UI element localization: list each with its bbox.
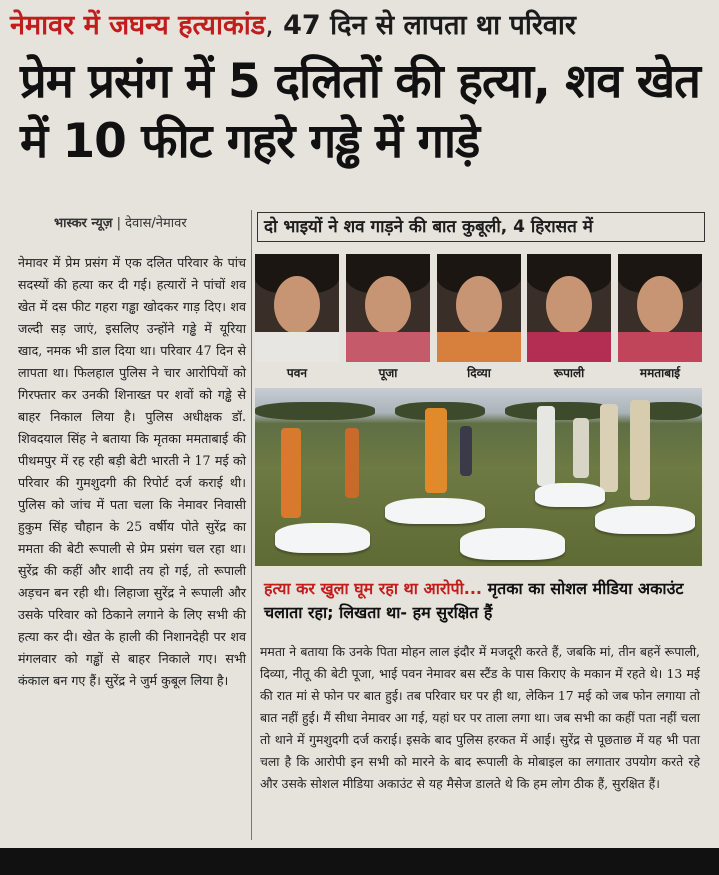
victim-photos — [255, 254, 702, 362]
victim-shirt-4 — [527, 332, 611, 362]
victim-shirt-2 — [346, 332, 430, 362]
column-divider — [251, 210, 252, 840]
body-bag — [535, 483, 605, 507]
field-scene-photo — [255, 388, 702, 566]
second-headline-red: हत्या कर खुला घूम रहा था आरोपी... — [264, 579, 482, 598]
right-column-body: ममता ने बताया कि उनके पिता मोहन लाल इंदौर में मजदूरी करते हैं, जबकि मां, तीन बहनें रूपाली, दिव्या, नीतू की बेटी पूजा, भाई पवन नेमावर बस स्टैंड के पास किराए के मकान में रहते थे। 13 मई की रात मां से फोन पर बात हुई। तब परिवार घर पर ही था, लेकिन 17 मई को जब फोन लगाया तो बात नहीं हुई। मैं सीधा नेमावर आ गई, यहां घर पर ताला लगा था। जब सभी का कहीं पता नहीं चला तो थाने में गुमशुदगी दर्ज कराई। इसके बाद पुलिस हरकत में आई। सुरेंद्र से पूछताछ में यह भी पता चला है कि आरोपी इन सभी को मारने के बाद रूपाली के मोबाइल का लगातार उपयोग करते रहे और उसके सोशल मीडिया अकाउंट से यह मैसेज डालते थे कि हम लोग ठीक हैं, सुरक्षित हैं। — [260, 644, 700, 791]
byline-divider: | — [116, 216, 121, 231]
person-figure — [573, 418, 589, 478]
victim-name-1: पवन — [286, 366, 308, 380]
photo-subhead: दो भाइयों ने शव गाड़ने की बात कुबूली, 4 हिरासत में — [257, 212, 705, 242]
person-figure — [460, 426, 472, 476]
victim-photo-2 — [346, 254, 430, 362]
victim-shirt-3 — [437, 332, 521, 362]
kicker-line — [10, 6, 710, 46]
victim-names — [255, 362, 702, 384]
victim-photo-3 — [437, 254, 521, 362]
byline — [54, 213, 187, 231]
body-bag — [460, 528, 565, 560]
person-figure — [345, 428, 359, 498]
person-figure — [281, 428, 301, 518]
main-headline: प्रेम प्रसंग में 5 दलितों की हत्या, शव खेत में 10 फीट गहरे गड्ढे में गाड़े — [20, 54, 700, 169]
person-figure — [425, 408, 447, 493]
victim-shirt-1 — [255, 332, 339, 362]
body-bag — [595, 506, 695, 534]
victim-photo-1 — [255, 254, 339, 362]
person-figure — [630, 400, 650, 500]
left-column-body: नेमावर में प्रेम प्रसंग में एक दलित परिवार के पांच सदस्यों की हत्या कर दी गई। हत्यारों ने पांचों शव खेत में दस फीट गहरा गड्ढा खोदकर गाड़ दिए। शव जल्दी सड़ जाएं, इसलिए उन्होंने गड्ढे में यूरिया खाद, नमक भी डाल दिया था। परिवार 47 दिन से लापता था। फिलहाल पुलिस ने चार आरोपियों को गिरफ्तार कर उनकी शिनाख्त पर शवों को गड्ढे से बाहर निकाल लिया है। पुलिस अधीक्षक डॉ. शिवदयाल सिंह ने बताया कि मृतका ममताबाई की पीथमपुर में रह रही बड़ी बेटी भारती ने 17 मई को परिवार की गुमशुदगी की रिपोर्ट दर्ज कराई थी। पुलिस को जांच में पता चला कि नेमावर निवासी हुकुम सिंह चौहान के 25 वर्षीय पोते सुरेंद्र का ममता की बेटी रूपाली से प्रेम प्रसंग चल रहा था। सुरेंद्र की कहीं और शादी तय हो गई, तो रूपाली अड़चन बन रही थी। लिहाजा सुरेंद्र ने रूपाली और उसके परिवार को ठिकाने लगाने के लिए सभी की हत्या कर दी। खेत के हाली की निशानदेही पर शव मंगलवार को गड्ढों से बाहर निकाले गए। सभी कंकाल बन गए हैं। सुरेंद्र ने जुर्म कुबूल लिया है। — [18, 255, 246, 688]
kicker-red-text: नेमावर में जघन्य हत्याकांड — [10, 10, 266, 41]
byline-source: भास्कर न्यूज़ — [54, 216, 113, 231]
victim-photo-5 — [618, 254, 702, 362]
victim-name-2: पूजा — [378, 366, 398, 380]
body-bag — [385, 498, 485, 524]
person-figure — [537, 406, 555, 486]
second-headline — [264, 577, 704, 625]
victim-photo-4 — [527, 254, 611, 362]
victim-name-4: रूपाली — [553, 366, 585, 380]
victim-name-3: दिव्या — [467, 366, 491, 380]
bottom-bar — [0, 848, 719, 875]
victim-shirt-5 — [618, 332, 702, 362]
byline-place: देवास/नेमावर — [125, 216, 187, 231]
kicker-separator: , — [265, 10, 274, 41]
second-headline-black: मृतका का सोशल मीडिया अकाउंट चलाता रहा; लिखता था- हम सुरक्षित हैं — [264, 579, 684, 622]
victim-name-5: ममताबाई — [639, 366, 681, 380]
body-bag — [275, 523, 370, 553]
person-figure — [600, 404, 618, 492]
kicker-rest-text: 47 दिन से लापता था परिवार — [283, 10, 576, 41]
